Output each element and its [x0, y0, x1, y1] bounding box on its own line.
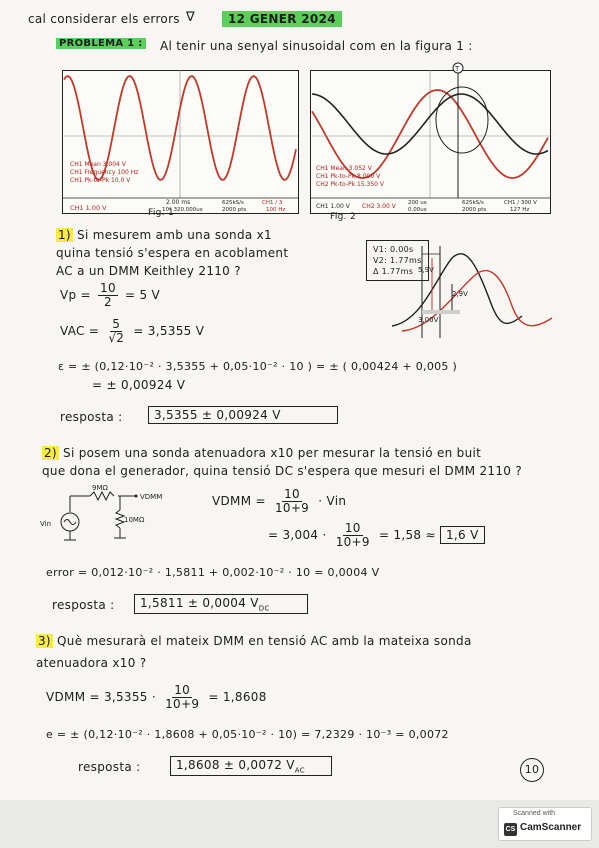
q1-answer-label: resposta : [60, 410, 123, 424]
q1-error-line2: = ± 0,00924 V [92, 378, 186, 392]
q1-line3: AC a un DMM Keithley 2110 ? [56, 264, 241, 278]
intro-text: cal considerar els errors [28, 12, 180, 26]
q1-error-line1: ε = ± (0,12·10⁻² · 3,5355 + 0,05·10⁻² · 10 ) = ± ( 0,00424 + 0,005 ) [58, 360, 458, 373]
camscanner-icon: CS [504, 823, 517, 836]
figure-1-scope [62, 70, 308, 220]
date-heading: 12 GENER 2024 [222, 11, 342, 27]
fig1-trigger-freq: 100 Hz [266, 207, 286, 213]
camscanner-watermark [498, 807, 592, 841]
probe-circuit [40, 480, 200, 555]
problem-statement: Al tenir una senyal sinusoidal com en la figura 1 : [160, 39, 473, 53]
fig2-ch2-scale: CH2 3.00 V [362, 203, 396, 210]
fig1-delay: 10* 320.000us [162, 207, 203, 213]
q2-equation-2: = 3,004 · $\frac{10}{10+9}$ = 1,58 ≈ 1,6 V [268, 522, 485, 549]
vin-label: Vin [40, 520, 52, 528]
page-number: 10 [520, 758, 544, 782]
q3-equation: VDMM = 3,5355 · $\frac{10}{10+9}$ = 1,8608 [46, 683, 267, 712]
fig1-trigger: CH1 / 3 [262, 200, 283, 206]
fig2-ch1-scale: CH1 1.00 V [316, 203, 350, 210]
q2-number: 2) [44, 446, 57, 460]
q1-line1: 1) Si mesurem amb una sonda x1 [58, 228, 272, 242]
fig1-points: 2000 pts [222, 207, 247, 213]
q1-vac-equation: VAC = $\frac{5}{√2}$ = 3,5355 V [60, 317, 205, 346]
q1-number: 1) [58, 228, 71, 242]
q3-error: e = ± (0,12·10⁻² · 1,8608 + 0,05·10⁻² · 10) = 7,2329 · 10⁻³ = 0,0072 [46, 728, 449, 741]
q2-answer-box: 1,5811 ± 0,0004 $V_{DC}$ [134, 594, 308, 614]
fig2-trigger-marker: T [455, 65, 460, 73]
scanned-with-text: Scanned with [513, 810, 556, 817]
fig1-channel: CH1 1.00 V [70, 204, 107, 212]
fig1-pk-pk: CH1 Pk-to-Pk 10.0 V [70, 177, 131, 184]
camscanner-brand: CamScanner [520, 822, 582, 833]
zoomed-waveform-sketch [382, 236, 562, 346]
q2-equation-1: VDMM = $\frac{10}{10+9}$ · Vin [212, 487, 347, 516]
fig2-mean: CH1 Mean 3.052 V [316, 165, 372, 172]
fig2-caption: Fig. 2 [330, 212, 356, 222]
fig2-delay: 0.00us [408, 207, 427, 213]
fig1-caption: Fig. 1 [148, 208, 174, 218]
q3-number: 3) [38, 634, 51, 648]
fig2-trigger-freq: 127 Hz [510, 207, 530, 213]
fig1-mean: CH1 Mean 3.004 V [70, 161, 126, 168]
fig2-ch1-pk-pk: CH1 Pk-to-Pk 8.000 V [316, 173, 381, 180]
q1-vp-equation: Vp = $\frac{10}{2}$ = 5 V [60, 281, 161, 310]
q3-answer-label: resposta : [78, 760, 141, 774]
cursor-amplitude-1: 5,9V [418, 266, 434, 274]
fig2-points: 2000 pts [462, 207, 487, 213]
q3-line1: 3) Què mesurarà el mateix DMM en tensió AC amb la mateixa sonda [38, 634, 472, 648]
dmm-resistor-label: 10MΩ [124, 516, 145, 524]
q3-answer-box: 1,8608 ± 0,0072 $V_{AC}$ [170, 756, 332, 776]
fig2-timebase: 200 us [408, 200, 427, 206]
figure-2-scope [310, 62, 560, 220]
cursor-amplitude-2: 2,9V [452, 290, 468, 298]
q2-error: error = 0,012·10⁻² · 1,5811 + 0,002·10⁻² · 10 = 0,0004 V [46, 566, 380, 579]
q2-answer-label: resposta : [52, 598, 115, 612]
problem-label: PROBLEMA 1 : [56, 38, 146, 49]
fig1-frequency: CH1 Frequency 100 Hz [70, 169, 139, 176]
series-resistor-label: 9MΩ [92, 484, 108, 492]
q3-line2: atenuadora x10 ? [36, 656, 147, 670]
q2-line2: que dona el generador, quina tensió DC s'espera que mesuri el DMM 2110 ? [42, 464, 523, 478]
fig2-sample-rate: 625kS/s [462, 200, 484, 206]
cursor-readout-box: V1: 0.00s V2: 1.77ms Δ 1.77ms [366, 240, 429, 281]
cursor-amplitude-3: 3,00V [418, 316, 439, 324]
fig2-ch2-pk-pk: CH2 Pk-to-Pk 15.350 V [316, 181, 384, 188]
q1-line2: quina tensió s'espera en acoblament [56, 246, 289, 260]
q1-answer-box: 3,5355 ± 0,00924 V [148, 406, 338, 424]
fig1-sample-rate: 625kS/s [222, 200, 244, 206]
nabla-symbol: ∇ [186, 10, 195, 25]
q2-line1: 2) Si posem una sonda atenuadora x10 per mesurar la tensió en buit [44, 446, 482, 460]
fig2-trigger: CH1 / 300 V [504, 200, 537, 206]
vdmm-label: VDMM [140, 493, 163, 501]
fig1-timebase: 2.00 ms [166, 199, 191, 206]
